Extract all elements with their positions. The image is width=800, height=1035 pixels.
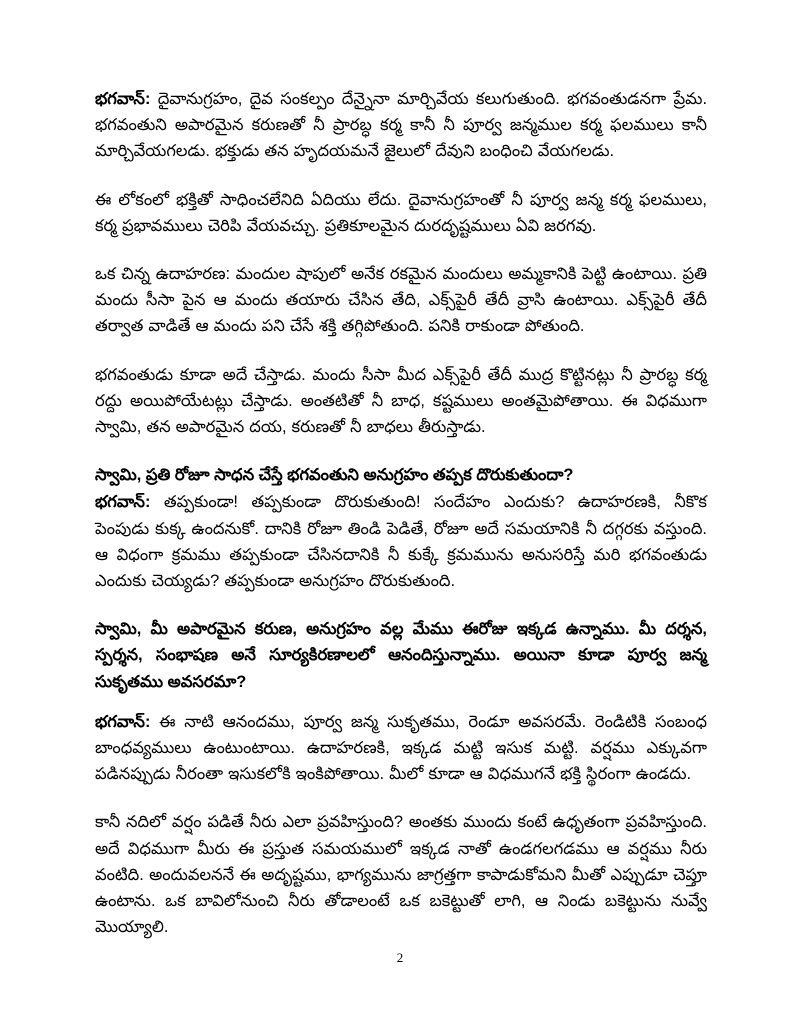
paragraph-text: దైవానుగ్రహం, దైవ సంకల్పం దేన్నైనా మార్చివేయ కలుగుతుంది. భగవంతుడనగా ప్రేమ. భగవంతుని అపారమైన కరుణతో నీ ప్రారబ్ధ కర్మ కానీ నీ పూర్వ జన్మముల కర్మ ఫలములు కానీ మార్చివేయగలడు. భక్తుడు తన హృదయమనే జైలులో దేవుని బంధించి వేయగలడు. [95, 90, 707, 161]
question-2: స్వామి, మీ అపారమైన కరుణ, అనుగ్రహం వల్ల మేము ఈరోజు ఇక్కడ ఉన్నాము. మీ దర్శన, స్పర్శన, సంభాషణ అనే సూర్యకిరణాలలో ఆనందిస్తున్నాము. అయినా కూడా పూర్వ జన్మ సుకృతము అవసరమా? [95, 620, 707, 691]
page-number: 2 [396, 950, 404, 965]
question-1: స్వామి, ప్రతి రోజూ సాధన చేస్తే భగవంతుని అనుగ్రహం తప్పక దొరుకుతుందా? [95, 466, 574, 485]
paragraph-2: ఈ లోకంలో భక్తితో సాధించలేనిది ఏదియు లేదు. దైవానుగ్రహంతో నీ పూర్వ జన్మ కర్మ ఫలములు, కర్మ ప్రభావములు చెరిపి వేయవచ్చు. ప్రతికూలమైన దురదృష్టములు ఏవి జరగవు. [95, 190, 707, 235]
qa-block-1 [95, 462, 707, 594]
paragraph-answer-2 [95, 489, 707, 594]
speaker-label: భగవాన్: [95, 90, 151, 108]
paragraph-text: తప్పకుండా! తప్పకుండా దొరుకుతుంది! సందేహం ఎందుకు? ఉదాహరణకి, నీకొక పెంపుడు కుక్క ఉందనుకో. దానికి రోజూ తిండి పెడితే, రోజూ అదే సమయానికి నీ దగ్గరకు వస్తుంది. ఆ విధంగా క్రమము తప్పకుండా చేసినదానికి నీ కుక్కే క్రమమును అనుసరిస్తే మరి భగవంతుడు ఎందుకు చెయ్యడు? తప్పకుండా అనుగ్రహం దొరుకుతుంది. [95, 493, 707, 591]
document-body [95, 86, 707, 940]
paragraph-text: ఈ నాటి ఆనందము, పూర్వ జన్మ సుకృతము, రెండూ అవసరమే. రెండిటికి సంబంధ బాంధవ్యములు ఉంటుంటాయి. ఉదాహరణకి, ఇక్కడ మట్టి ఇసుక మట్టి. వర్షము ఎక్కువగా పడినప్పుడు నీరంతా ఇసుకలోకి ఇంకిపోతాయి. మీలో కూడా ఆ విధముగనే భక్తి స్థిరంగా ఉండదు. [95, 712, 707, 784]
paragraph-5: కానీ నదిలో వర్షం పడితే నీరు ఎలా ప్రవహిస్తుంది? అంతకు ముందు కంటే ఉధృతంగా ప్రవహిస్తుంది. అదే విధముగా మీరు ఈ ప్రస్తుత సమయములో ఇక్కడ నాతో ఉండగలగడము ఆ వర్షము నీరు వంటిది. అందువలననే ఈ అదృష్టము, భాగ్యమును జాగ్రత్తగా కాపాడుకోమని మీతో ఎప్పుడూ చెప్తూ ఉంటాను. ఒక బావిలోనుంచి నీరు తోడాలంటే ఒక బకెట్టుతో లాగి, ఆ నిండు బకెట్టును నువ్వే మొయ్యాలి. [95, 813, 707, 937]
speaker-label: భగవాన్: [95, 493, 151, 512]
paragraph-answer-1 [95, 86, 707, 165]
paragraph-3: ఒక చిన్న ఉదాహరణ: మందుల షాపులో అనేక రకమైన మందులు అమ్మకానికి పెట్టి ఉంటాయి. ప్రతి మందు సీసా పైన ఆ మందు తయారు చేసిన తేది, ఎక్స్‌పైరీ తేదీ వ్రాసి ఉంటాయి. ఎక్స్‌పైరీ తేదీ తర్వాత వాడితే ఆ మందు పని చేసే శక్తి తగ్గిపోతుంది. పనికి రాకుండా పోతుంది. [95, 265, 707, 336]
paragraph-answer-3 [95, 709, 707, 788]
paragraph-4: భగవంతుడు కూడా అదే చేస్తాడు. మందు సీసా మీద ఎక్స్‌పైరీ తేదీ ముద్ర కొట్టినట్లు నీ ప్రారబ్ధ కర్మ రద్దు అయిపోయేటట్లు చేస్తాడు. అంతటితో నీ బాధ, కష్టములు అంతమైపోతాయి. ఈ విధముగా స్వామి, తన అపారమైన దయ, కరుణతో నీ బాధలు తీరుస్తాడు. [95, 365, 707, 437]
speaker-label: భగవాన్: [95, 712, 151, 731]
